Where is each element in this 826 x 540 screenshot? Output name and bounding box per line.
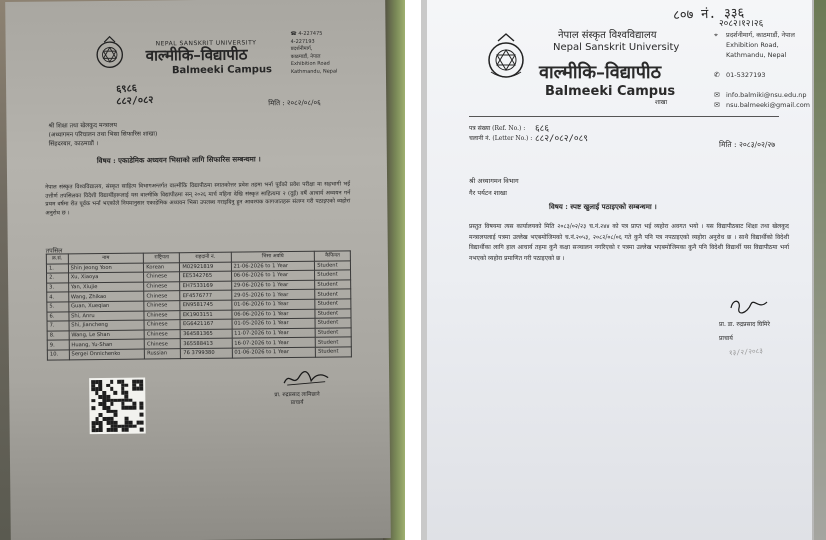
contact-line: Kathmandu, Nepal — [290, 68, 338, 75]
letter-subject: विषय : स्पष्ट खुलाई पठाइएको सम्बन्धमा । — [549, 202, 657, 211]
table-cell: Chinese — [144, 320, 180, 330]
left-letter — [5, 0, 391, 540]
table-cell: Russian — [145, 349, 181, 359]
email-icon: ✉ — [714, 91, 720, 99]
table-cell: EN9581745 — [180, 300, 231, 310]
campus-name: Balmeeki Campus — [545, 84, 676, 99]
table-cell: Sergei Onnichenko — [69, 349, 145, 359]
contact-row — [714, 50, 810, 60]
address-line: गैर पर्यटन शाखा — [469, 189, 507, 197]
table-cell: Chinese — [144, 291, 180, 301]
address-line: श्री अध्यागमन विभाग — [469, 177, 519, 185]
table-cell: Wang, Zhikao — [68, 291, 144, 301]
table-cell: 5. — [47, 302, 69, 312]
col-header: राहदानी नं. — [180, 252, 231, 262]
handwritten-top-number: ८०७ नं. ३३६ — [672, 5, 745, 24]
col-header: क्र.सं. — [46, 254, 68, 264]
email-address: info.balmiki@nsu.edu.np — [726, 91, 807, 99]
col-header: नाम — [68, 253, 144, 263]
table-cell: Student — [315, 337, 351, 347]
signer-name: प्रा. डा. रुद्रप्रसाद घिमिरे — [719, 321, 770, 328]
contact-line: Kathmandu, Nepal — [726, 51, 787, 59]
right-photo — [421, 0, 826, 540]
phone-number: 01-5327193 — [726, 71, 766, 79]
addressee — [469, 175, 519, 199]
student-table — [46, 250, 352, 360]
email-icon: ✉ — [714, 101, 720, 109]
phone-icon: ✆ — [714, 71, 720, 79]
table-cell: 29-06-2026 to 1 Year — [231, 280, 315, 290]
col-header: कैफियत — [315, 251, 351, 261]
letter-number-label: चलानी नं. (Letter No.) : — [469, 135, 533, 142]
table-cell: Shin Jeong Yoon — [68, 263, 144, 273]
letter-subject: विषय : एकाडेमिक अध्ययन भिसाको लागि सिफारिस सम्बन्धमा । — [96, 154, 261, 166]
section-label: शाखा — [655, 99, 668, 106]
table-cell: 06-06-2026 to 1 Year — [231, 270, 315, 280]
table-cell: 16-07-2026 to 1 Year — [232, 338, 316, 348]
header-divider — [469, 116, 779, 117]
handwritten-top-date: २०८२।१२।२६ — [719, 19, 764, 29]
campus-name: Balmeeki Campus — [171, 64, 273, 77]
contact-row — [714, 30, 810, 40]
university-emblem-icon — [92, 35, 128, 71]
handwritten-bottom-date: १३/२/२०८३ — [728, 346, 764, 358]
table-cell: Shi, Jiancheng — [69, 320, 145, 330]
table-cell: Wang, Le Shan — [69, 330, 145, 340]
university-name-np: वाल्मीकि–विद्यापीठ — [145, 45, 248, 65]
table-cell: 8. — [47, 331, 69, 341]
university-name-en: NEPAL SANSKRIT UNIVERSITY — [155, 39, 257, 48]
table-cell: Huang, Yu-Shan — [69, 339, 145, 349]
table-cell: 4. — [47, 292, 69, 302]
address-line: (अध्यागमन परिचालन तथा भिसा सिफारिस शाखा) — [48, 130, 158, 139]
vidyapeeth-name: वाल्मीकि–विद्यापीठ — [539, 62, 662, 83]
addressee — [48, 120, 157, 148]
table-cell: 21-06-2026 to 1 Year — [231, 261, 315, 271]
table-cell: EK1903151 — [180, 310, 231, 320]
contact-row — [714, 90, 810, 100]
letter-date: मिति : २०८२/०८/०६ — [268, 98, 321, 108]
table-cell: 06-06-2026 to 1 Year — [231, 309, 315, 319]
contact-line: 4-227193 — [290, 38, 315, 45]
table-cell: 7. — [47, 321, 69, 331]
table-cell: Student — [315, 299, 351, 309]
table-cell: Student — [315, 318, 351, 328]
letter-body: प्रस्तुत विषयमा त्यस कार्यालयको मिति २०८३/०२/२३ च.नं.२४४ को पत्र प्राप्त भई व्यहोरा अवगत भयो । यस विद्यापीठबाट शिक्षा तथा खेलकुद मन्त्रालयलाई पत्रमा उल्लेख भएबमोजिमको च.नं.२०५३, २०८२/०८/०६ गते कुनै पनि पत्र नपठाइएको व्यहोरा अनुरोध छ । साथै विद्यार्थीको विदेशी विद्यार्थीका लागि हाल आचार्य तहमा कुनै कक्षा सञ्चालन नगरिएको र पत्रमा उल्लेख भएबमोजिमका कुनै पनि विदेशी विद्यार्थी यस विद्यापीठमा भर्ना नभएको व्यहोरा प्रमाणित गरी पठाइएको छ । — [469, 223, 789, 262]
table-cell: Student — [316, 347, 352, 357]
contact-row — [714, 100, 810, 110]
table-cell: 01-06-2026 to 1 Year — [231, 299, 315, 309]
table-cell: Student — [315, 289, 351, 299]
table-cell: 6. — [47, 311, 69, 321]
table-cell: Student — [315, 328, 351, 338]
table-cell: 01-05-2026 to 1 Year — [232, 318, 316, 328]
table-cell: Chinese — [144, 329, 180, 339]
table-cell: Xu, Xiaoya — [68, 272, 144, 282]
table-cell: Student — [315, 308, 351, 318]
table-cell: 2. — [47, 273, 69, 283]
table-cell: 10. — [47, 350, 69, 360]
signature-mark — [281, 369, 331, 390]
table-cell: 29-05-2026 to 1 Year — [231, 290, 315, 300]
contact-block — [714, 30, 810, 110]
table-cell: Student — [315, 270, 351, 280]
col-header: भिसा अवधि — [231, 251, 315, 261]
ref-number-label: पत्र संख्या (Ref. No.) : — [469, 125, 526, 132]
contact-block — [291, 31, 338, 76]
signer-title: प्राचार्य — [719, 335, 733, 342]
table-cell: Chinese — [144, 301, 180, 311]
signer-title: प्राचार्य — [290, 399, 304, 407]
left-photo — [0, 0, 405, 540]
contact-line: प्रदर्शनीमार्ग, — [290, 45, 313, 53]
contact-line: प्रदर्शनीमार्ग, काठमाडौं, नेपाल — [726, 31, 795, 39]
address-line: श्री शिक्षा तथा खेलकुद मन्त्रालय — [48, 121, 117, 130]
table-cell: Chinese — [144, 281, 180, 291]
contact-row — [714, 40, 810, 50]
table-cell: EE5342765 — [180, 271, 231, 281]
table-row — [47, 347, 351, 360]
contact-line: Exhibition Road — [290, 60, 330, 68]
col-header: राष्ट्रियता — [144, 253, 180, 263]
letter-date: मिति : २०८३/०२/२७ — [719, 140, 776, 149]
address-line: सिंहदरबार, काठमाडौं । — [48, 140, 99, 148]
handwritten-ref: ६९८६ — [115, 83, 138, 96]
table-cell: 11-07-2026 to 1 Year — [232, 328, 316, 338]
right-letter — [427, 0, 812, 540]
table-cell: Shi, Anru — [69, 311, 145, 321]
contact-line: काठमाडौं, नेपाल — [290, 53, 321, 60]
table-cell: Chinese — [144, 272, 180, 282]
table-cell: Student — [315, 280, 351, 290]
table-body — [46, 260, 351, 359]
table-cell: 76 3799380 — [181, 348, 232, 358]
table-cell: 01-06-2026 to 1 Year — [232, 347, 316, 357]
signature-mark — [727, 296, 771, 316]
location-icon: ⌖ — [714, 31, 718, 39]
table-cell: 3. — [47, 283, 69, 293]
email-address: nsu.balmeeki@gmail.com — [726, 101, 811, 109]
letter-number-value: ८८२/०८२/०८९ — [535, 134, 588, 144]
table-cell: Korean — [144, 262, 180, 272]
contact-line: Exhibition Road, — [726, 41, 779, 49]
table-cell: Yan, Xiujie — [68, 282, 144, 292]
table-cell: EG6421167 — [180, 319, 231, 329]
qr-code — [89, 378, 146, 435]
signer-block — [719, 318, 770, 346]
table-cell: M02921819 — [180, 262, 231, 272]
handwritten-number: ८८२/०८२ — [116, 94, 154, 108]
table-cell: EF4576777 — [180, 291, 231, 301]
contact-line: ☎ 4-227475 — [290, 30, 323, 38]
table-cell: Student — [315, 260, 351, 270]
signer-name: प्रा. रुद्रप्रसाद लामिछाने — [274, 391, 320, 399]
letter-body: नेपाल संस्कृत विश्वविद्यालय, संस्कृत साहित्य विभागअन्तर्गत वाल्मीकि विद्यापीठमा स्नातकोत्तर प्रवेश तहमा भर्ना पूर्वको प्रवेश परीक्षा मा सहभागी भई उत्तीर्ण तपसिलका विदेशी विद्यार्थीहरूलाई यस वाल्मीकि विद्यापीठमा सन् २०२६ मार्च महिना देखि संस्कृत साहित्यमा २ (दुई) वर्षे आचार्य अध्ययन गर्न प्रथम वर्षमा रीत पूर्वक भर्ना भएकोले नियमानुसार एकाडेमिक अध्ययन भिसा उपलब्ध गराइदिनु हुन आवश्यक कागजातहरू संलग्न गरी पठाइएको व्यहोरा अनुरोध छ । — [45, 181, 351, 217]
university-emblem-icon — [481, 32, 531, 82]
signer-block — [274, 391, 320, 407]
table-cell: 9. — [47, 340, 69, 350]
table-cell: Guan, Xueqian — [68, 301, 144, 311]
table-label: तपसिल — [45, 247, 63, 255]
contact-row — [714, 70, 810, 80]
table-cell: 364581365 — [181, 329, 232, 339]
table-cell: EH7533169 — [180, 281, 231, 291]
university-name-np: नेपाल संस्कृत विश्वविद्यालय — [558, 30, 657, 41]
ref-number-value: ६८६ — [535, 124, 550, 134]
university-name-en: Nepal Sanskrit University — [553, 42, 680, 53]
table-cell: Chinese — [144, 310, 180, 320]
table-cell: 365588413 — [181, 338, 232, 348]
table-cell: Chinese — [144, 339, 180, 349]
table-cell: 1. — [46, 263, 68, 273]
background-strip — [814, 0, 826, 540]
